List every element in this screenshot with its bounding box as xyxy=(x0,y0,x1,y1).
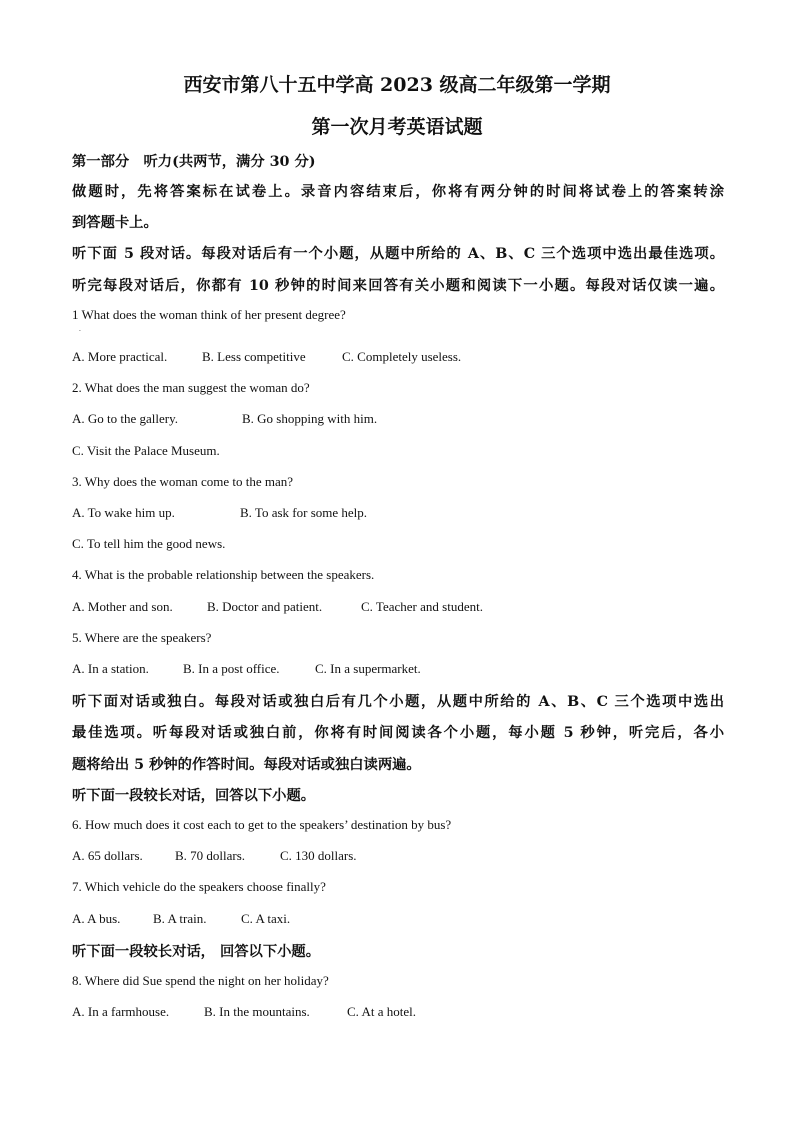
part1-instruction-line2: 到答题卡上。 xyxy=(72,215,158,231)
q2-option-b: B. Go shopping with him. xyxy=(242,411,378,426)
q7-option-c: C. A taxi. xyxy=(241,911,291,926)
part1-instruction-line1: 做题时，先将答案标在试卷上。录音内容结束后，你将有两分钟的时间将试卷上的答案转涂 xyxy=(72,184,724,200)
q8-option-c: C. At a hotel. xyxy=(347,1004,416,1019)
q3-option-b: B. To ask for some help. xyxy=(240,505,368,520)
q1-option-b: B. Less competitive xyxy=(202,349,306,364)
question-1: 1 What does the woman think of her present degree? xyxy=(72,307,346,322)
q2-option-a: A. Go to the gallery. xyxy=(72,411,179,426)
section2-instruction-line1: 听下面对话或独白。每段对话或独白后有几个小题，从题中所给的 A、B、C 三个选项中选出 xyxy=(72,694,724,710)
q4-option-b: B. Doctor and patient. xyxy=(207,599,323,614)
section2-instruction-line2: 最佳选项。听每段对话或独白前，你将有时间阅读各个小题，每小题 5 秒钟，听完后，各小 xyxy=(72,725,724,741)
dialogue-intro-1: 听下面一段较长对话，回答以下小题。 xyxy=(72,788,316,804)
q6-option-c: C. 130 dollars. xyxy=(280,848,357,863)
section2-instruction-line3: 题将给出 5 秒钟的作答时间。每段对话或独白读两遍。 xyxy=(72,757,421,773)
question-3: 3. Why does the woman come to the man? xyxy=(72,474,294,489)
section1-instruction-line1: 听下面 5 段对话。每段对话后有一个小题，从题中所给的 A、B、C 三个选项中选出最佳选项。 xyxy=(72,246,724,262)
q3-option-a: A. To wake him up. xyxy=(72,505,175,520)
question-5: 5. Where are the speakers? xyxy=(72,630,212,645)
q5-option-a: A. In a station. xyxy=(72,661,149,676)
q4-option-c: C. Teacher and student. xyxy=(361,599,483,614)
question-2: 2. What does the man suggest the woman do? xyxy=(72,380,310,395)
q6-option-a: A. 65 dollars. xyxy=(72,848,143,863)
question-6: 6. How much does it cost each to get to the speakers’ destination by bus? xyxy=(72,817,452,832)
q8-option-b: B. In the mountains. xyxy=(204,1004,310,1019)
dialogue-intro-2: 听下面一段较长对话， 回答以下小题。 xyxy=(72,944,321,960)
q4-option-a: A. Mother and son. xyxy=(72,599,173,614)
q5-option-c: C. In a supermarket. xyxy=(315,661,421,676)
q2-option-c: C. Visit the Palace Museum. xyxy=(72,443,220,458)
question-8: 8. Where did Sue spend the night on her holiday? xyxy=(72,973,329,988)
exam-title-line2: 第一次月考英语试题 xyxy=(311,116,483,138)
q7-option-b: B. A train. xyxy=(153,911,207,926)
q5-option-b: B. In a post office. xyxy=(183,661,280,676)
part1-heading: 第一部分 听力(共两节，满分 30 分) xyxy=(72,154,316,170)
q8-option-a: A. In a farmhouse. xyxy=(72,1004,170,1019)
section1-instruction-line2: 听完每段对话后，你都有 10 秒钟的时间来回答有关小题和阅读下一小题。每段对话仅读一遍。 xyxy=(72,278,724,294)
q1-option-c: C. Completely useless. xyxy=(342,349,462,364)
q7-option-a: A. A bus. xyxy=(72,911,121,926)
q3-option-c: C. To tell him the good news. xyxy=(72,536,226,551)
question-7: 7. Which vehicle do the speakers choose finally? xyxy=(72,879,326,894)
stray-dot: · xyxy=(79,328,81,335)
exam-title-line1: 西安市第八十五中学高 2023 级高二年级第一学期 xyxy=(183,74,611,96)
q1-option-a: A. More practical. xyxy=(72,349,168,364)
question-4: 4. What is the probable relationship between the speakers. xyxy=(72,567,375,582)
q6-option-b: B. 70 dollars. xyxy=(175,848,246,863)
